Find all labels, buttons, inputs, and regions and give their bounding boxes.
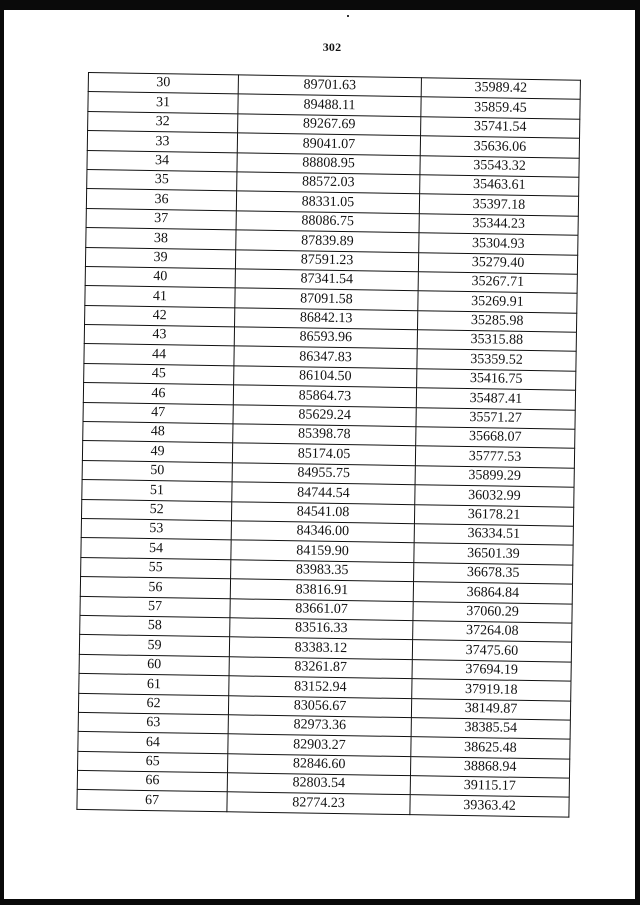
- row-index-cell: 63: [78, 712, 228, 734]
- value-b-cell: 37264.08: [413, 621, 572, 643]
- value-a-cell: 89701.63: [238, 75, 421, 97]
- value-a-cell: 82774.23: [227, 792, 410, 814]
- row-index-cell: 45: [84, 363, 234, 385]
- value-a-cell: 85174.05: [232, 443, 415, 465]
- value-b-cell: 37694.19: [412, 659, 571, 681]
- row-index-cell: 55: [81, 557, 231, 579]
- value-a-cell: 86593.96: [234, 327, 417, 349]
- row-index-cell: 49: [82, 441, 232, 463]
- value-a-cell: 82903.27: [228, 734, 411, 756]
- value-b-cell: 36864.84: [413, 582, 572, 604]
- value-a-cell: 83261.87: [229, 657, 412, 679]
- value-a-cell: 85398.78: [233, 424, 416, 446]
- row-index-cell: 51: [82, 480, 232, 502]
- value-a-cell: 83516.33: [230, 618, 413, 640]
- value-a-cell: 83383.12: [229, 637, 412, 659]
- value-a-cell: 88572.03: [237, 172, 420, 194]
- value-a-cell: 82803.54: [227, 773, 410, 795]
- value-b-cell: 36334.51: [414, 524, 573, 546]
- value-b-cell: 35989.42: [421, 78, 580, 100]
- value-a-cell: 83983.35: [231, 560, 414, 582]
- value-b-cell: 35777.53: [415, 446, 574, 468]
- value-b-cell: 37060.29: [413, 601, 572, 623]
- value-a-cell: 87091.58: [235, 288, 418, 310]
- value-b-cell: 35571.27: [416, 407, 575, 429]
- row-index-cell: 30: [88, 73, 238, 95]
- value-b-cell: 39115.17: [410, 776, 569, 798]
- value-a-cell: 86842.13: [235, 308, 418, 330]
- value-a-cell: 82973.36: [228, 715, 411, 737]
- value-b-cell: 35344.23: [419, 213, 578, 235]
- value-b-cell: 37475.60: [412, 640, 571, 662]
- scan-speck: [347, 15, 349, 17]
- value-b-cell: 38625.48: [411, 737, 570, 759]
- value-b-cell: 35899.29: [415, 466, 574, 488]
- value-a-cell: 85629.24: [233, 404, 416, 426]
- row-index-cell: 58: [80, 615, 230, 637]
- row-index-cell: 36: [86, 189, 236, 211]
- value-b-cell: 35668.07: [416, 427, 575, 449]
- row-index-cell: 67: [77, 790, 227, 812]
- row-index-cell: 65: [78, 751, 228, 773]
- row-index-cell: 52: [81, 499, 231, 521]
- value-b-cell: 35487.41: [416, 388, 575, 410]
- value-b-cell: 35304.93: [419, 233, 578, 255]
- row-index-cell: 40: [85, 266, 235, 288]
- value-a-cell: 88331.05: [236, 191, 419, 213]
- row-index-cell: 33: [87, 131, 237, 153]
- row-index-cell: 44: [84, 344, 234, 366]
- row-index-cell: 53: [81, 518, 231, 540]
- value-a-cell: 89488.11: [238, 94, 421, 116]
- row-index-cell: 64: [78, 732, 228, 754]
- scan-border-top: [0, 0, 640, 10]
- row-index-cell: 41: [85, 286, 235, 308]
- value-a-cell: 84744.54: [232, 482, 415, 504]
- scan-border-right: [635, 0, 640, 905]
- value-b-cell: 35397.18: [419, 194, 578, 216]
- value-a-cell: 83056.67: [228, 695, 411, 717]
- row-index-cell: 56: [80, 577, 230, 599]
- row-index-cell: 34: [87, 150, 237, 172]
- row-index-cell: 57: [80, 596, 230, 618]
- value-a-cell: 83152.94: [229, 676, 412, 698]
- value-a-cell: 83816.91: [230, 579, 413, 601]
- row-index-cell: 66: [77, 770, 227, 792]
- value-a-cell: 88808.95: [237, 152, 420, 174]
- value-a-cell: 86347.83: [234, 346, 417, 368]
- value-a-cell: 87839.89: [236, 230, 419, 252]
- value-a-cell: 87341.54: [235, 269, 418, 291]
- page-number: 302: [322, 40, 342, 54]
- row-index-cell: 43: [84, 325, 234, 347]
- row-index-cell: 35: [87, 169, 237, 191]
- value-b-cell: 35636.06: [420, 136, 579, 158]
- value-a-cell: 84346.00: [231, 521, 414, 543]
- row-index-cell: 50: [82, 460, 232, 482]
- row-index-cell: 42: [85, 305, 235, 327]
- value-a-cell: 84159.90: [231, 540, 414, 562]
- value-a-cell: 85864.73: [233, 385, 416, 407]
- row-index-cell: 54: [81, 538, 231, 560]
- value-a-cell: 83661.07: [230, 598, 413, 620]
- value-a-cell: 82846.60: [228, 753, 411, 775]
- value-b-cell: 38868.94: [410, 756, 569, 778]
- value-b-cell: 38149.87: [411, 698, 570, 720]
- value-b-cell: 35267.71: [418, 272, 577, 294]
- value-a-cell: 89041.07: [237, 133, 420, 155]
- value-b-cell: 35741.54: [421, 117, 580, 139]
- row-index-cell: 38: [86, 228, 236, 250]
- value-b-cell: 35315.88: [417, 330, 576, 352]
- row-index-cell: 61: [79, 674, 229, 696]
- data-table: [76, 72, 581, 817]
- row-index-cell: 48: [83, 421, 233, 443]
- value-b-cell: 38385.54: [411, 718, 570, 740]
- row-index-cell: 47: [83, 402, 233, 424]
- value-b-cell: 35279.40: [418, 252, 577, 274]
- value-b-cell: 35269.91: [418, 291, 577, 313]
- row-index-cell: 46: [83, 383, 233, 405]
- value-a-cell: 86104.50: [234, 366, 417, 388]
- scan-border-left: [0, 0, 4, 905]
- value-b-cell: 39363.42: [410, 795, 569, 817]
- row-index-cell: 31: [88, 92, 238, 114]
- row-index-cell: 39: [85, 247, 235, 269]
- row-index-cell: 32: [88, 111, 238, 133]
- row-index-cell: 60: [79, 654, 229, 676]
- value-b-cell: 37919.18: [412, 679, 571, 701]
- value-b-cell: 36678.35: [414, 562, 573, 584]
- row-index-cell: 62: [78, 693, 228, 715]
- value-b-cell: 36501.39: [414, 543, 573, 565]
- value-b-cell: 35859.45: [421, 97, 580, 119]
- value-b-cell: 35285.98: [417, 310, 576, 332]
- value-a-cell: 87591.23: [235, 249, 418, 271]
- value-b-cell: 35543.32: [420, 155, 579, 177]
- data-table-container: [76, 72, 580, 817]
- value-a-cell: 89267.69: [238, 114, 421, 136]
- value-b-cell: 35359.52: [417, 349, 576, 371]
- value-b-cell: 36178.21: [414, 504, 573, 526]
- value-b-cell: 35463.61: [420, 175, 579, 197]
- data-table-body: [77, 73, 581, 817]
- row-index-cell: 59: [79, 635, 229, 657]
- value-b-cell: 35416.75: [417, 369, 576, 391]
- value-a-cell: 84955.75: [232, 463, 415, 485]
- value-a-cell: 84541.08: [231, 501, 414, 523]
- value-b-cell: 36032.99: [415, 485, 574, 507]
- row-index-cell: 37: [86, 208, 236, 230]
- value-a-cell: 88086.75: [236, 211, 419, 233]
- scan-border-bottom: [0, 899, 640, 905]
